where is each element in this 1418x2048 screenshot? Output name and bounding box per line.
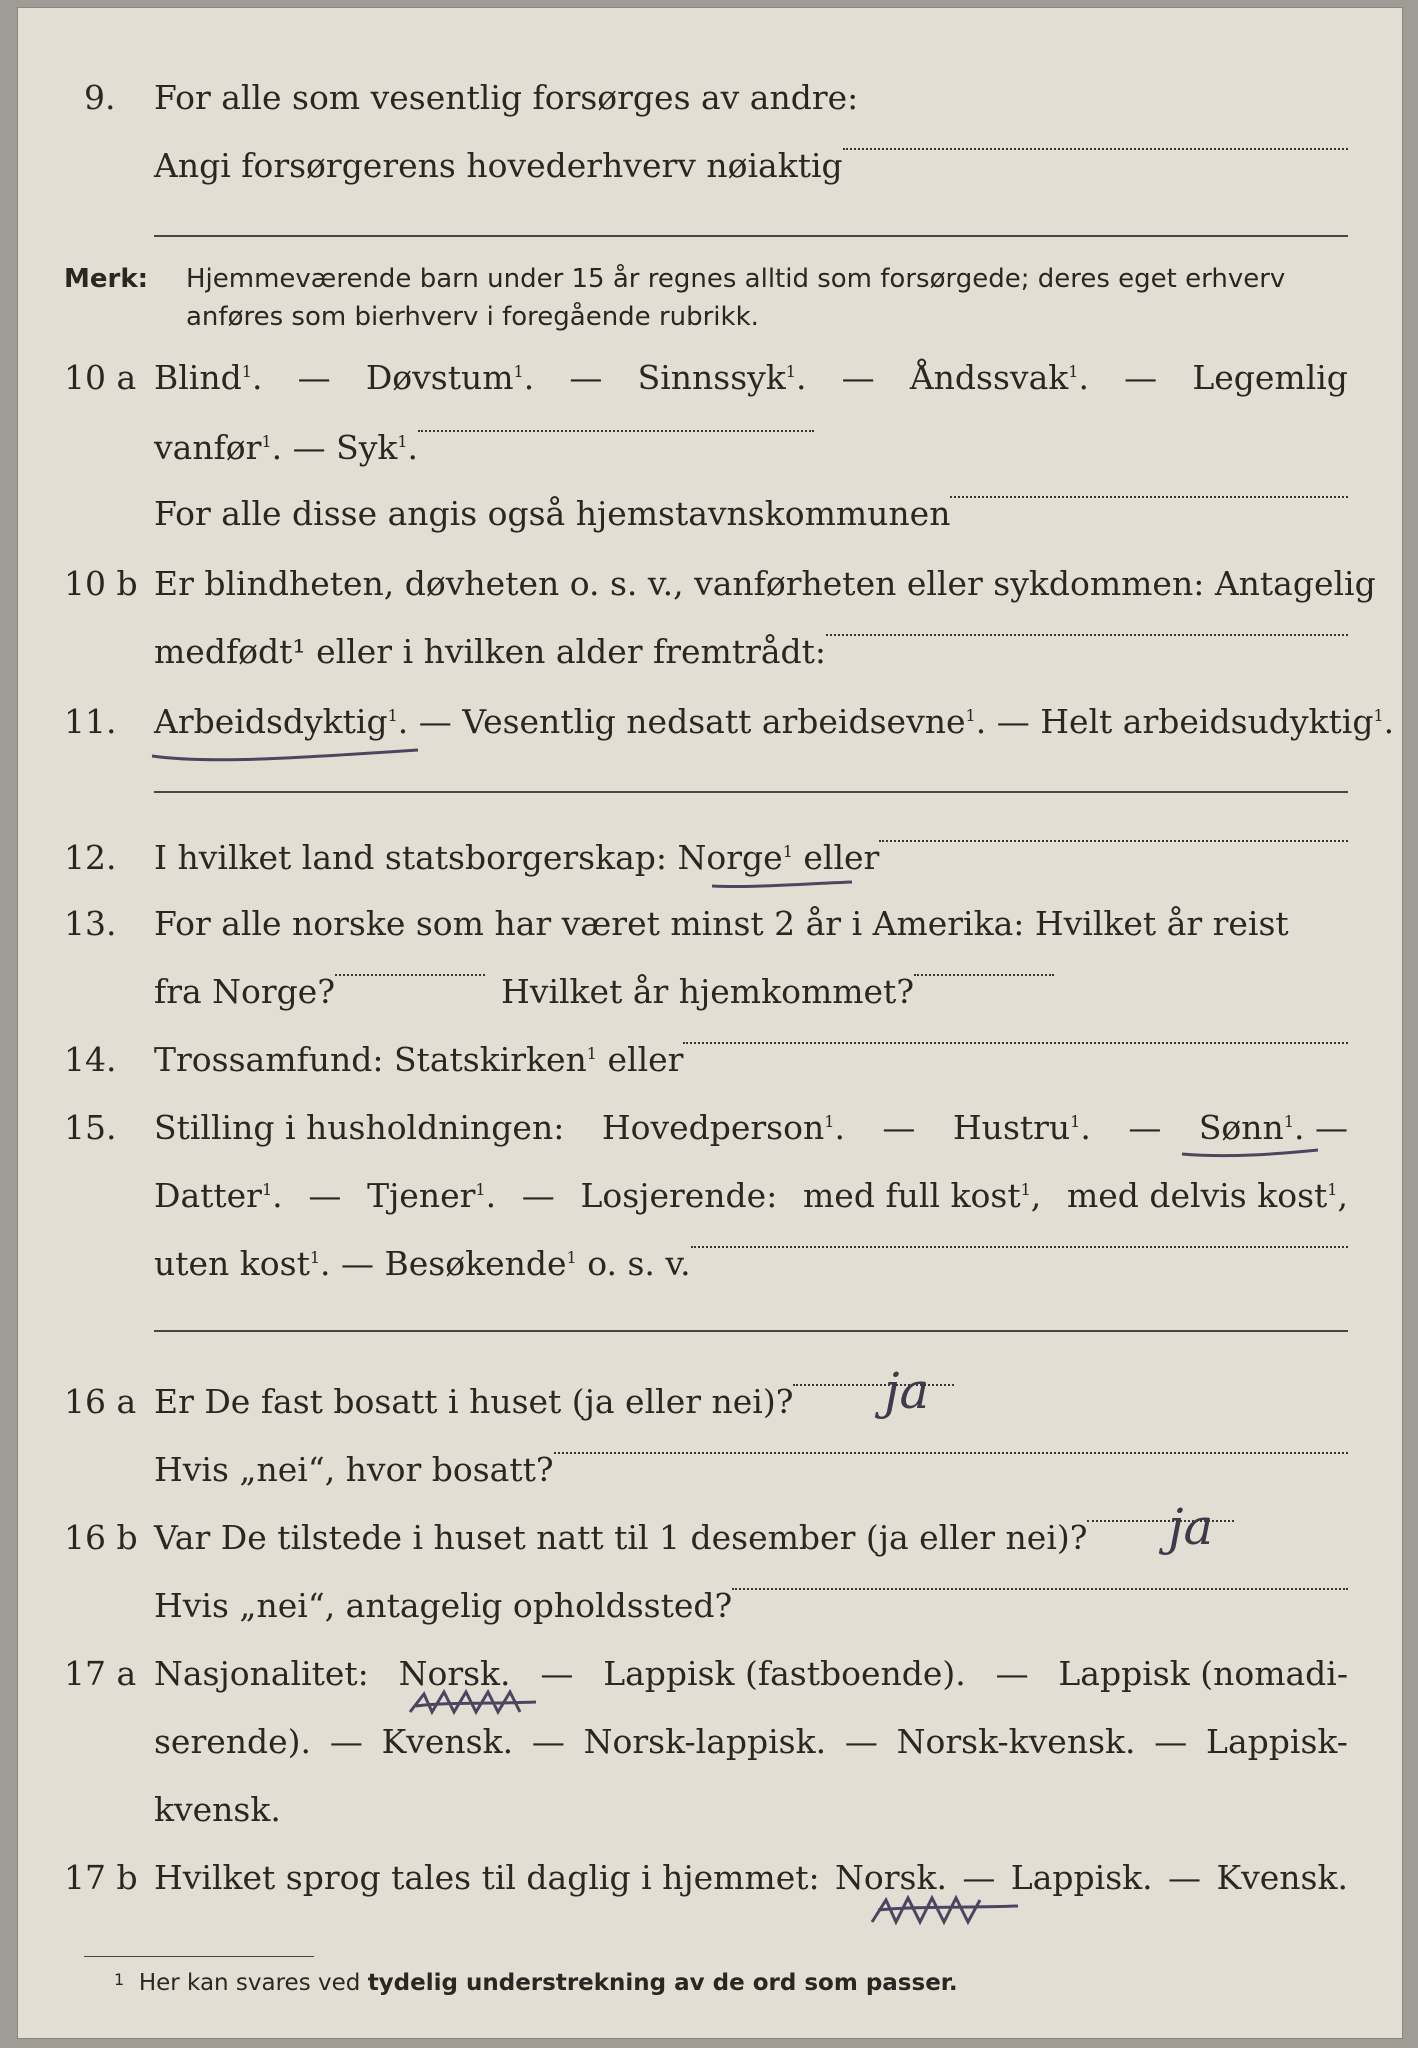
q15-hovedperson: Hovedperson$^1$. xyxy=(601,1108,845,1147)
q14-line xyxy=(154,1040,1348,1079)
q15-sonn: Sønn$^1$. — xyxy=(1198,1108,1348,1147)
q12-text: I hvilket land statsborgerskap: Norge$^1$ eller xyxy=(154,838,880,877)
q11-arbeidsdyktig: Arbeidsdyktig$^1$. xyxy=(154,702,409,741)
q15-fullkost: med full kost$^1$, xyxy=(803,1176,1042,1215)
q11-handwritten-underline xyxy=(148,738,428,768)
q10b-number: 10 b xyxy=(64,564,138,603)
q15-line3 xyxy=(154,1244,1348,1283)
q9-line2 xyxy=(154,146,1348,185)
q11-rule xyxy=(154,791,1348,793)
q17b-kvensk: Kvensk. xyxy=(1216,1858,1348,1897)
q17a-norsk-lappisk: Norsk-lappisk. xyxy=(583,1722,827,1761)
dash: — xyxy=(569,358,603,397)
q16a-handwritten-answer: ja xyxy=(884,1362,930,1420)
dash: — xyxy=(841,358,875,397)
q16a-nei-text: Hvis „nei“, hvor bosatt? xyxy=(154,1450,554,1489)
q10b-subtext: medfødt¹ eller i hvilken alder fremtrådt: xyxy=(154,632,827,671)
q15-hustru: Hustru$^1$. xyxy=(952,1108,1091,1147)
dash: — xyxy=(1124,358,1158,397)
q14-number: 14. xyxy=(64,1040,117,1079)
q9-answer-field[interactable] xyxy=(843,146,1348,150)
q10a-hjemstavn-field[interactable] xyxy=(950,494,1348,498)
q16a-line1 xyxy=(154,1382,954,1421)
q11-udyktig: Helt arbeidsudyktig$^1$. xyxy=(1040,702,1395,741)
q17a-norsk: Norsk. xyxy=(398,1654,511,1693)
dash: — xyxy=(297,358,331,397)
q16b-nei-text: Hvis „nei“, antagelig opholdssted? xyxy=(154,1586,733,1625)
q17b-norsk: Norsk. xyxy=(835,1858,947,1897)
q15-handwritten-underline xyxy=(1178,1140,1328,1166)
merk-label: Merk: xyxy=(64,264,149,294)
q11-text: Arbeidsdyktig$^1$. — Vesentlig nedsatt arbeidsevne$^1$. — Helt arbeidsudyktig$^1$. xyxy=(154,702,1395,741)
q15-rule xyxy=(154,1330,1348,1332)
footnote-bold: tydelig understrekning av de ord som passer. xyxy=(367,1970,958,1996)
q16a-line2 xyxy=(154,1450,1348,1489)
q12-handwritten-underline xyxy=(708,870,858,896)
q10b-answer-field[interactable] xyxy=(826,632,1348,636)
footnote-rule xyxy=(84,1956,314,1957)
q14-text: Trossamfund: Statskirken$^1$ eller xyxy=(154,1040,684,1079)
q17a-lappisk-kvensk: Lappisk- xyxy=(1206,1722,1348,1761)
q13-line2 xyxy=(154,972,1054,1011)
q10b-text: Er blindheten, døvheten o. s. v., vanførheten eller sykdommen: Antagelig xyxy=(154,564,1376,603)
q9-text: For alle som vesentlig forsørges av andre: xyxy=(154,78,859,117)
q16b-line1 xyxy=(154,1518,1234,1557)
q16a-nei-field[interactable] xyxy=(554,1450,1348,1454)
q17a-kvensk: Kvensk. xyxy=(381,1722,514,1761)
q10a-andssvak: Åndssvak$^1$. xyxy=(909,358,1089,397)
q15-utenkost: uten kost$^1$. — Besøkende$^1$ o. s. v. xyxy=(154,1244,691,1283)
q10a-answer-field[interactable] xyxy=(418,428,814,432)
merk-text2: anføres som bierhverv i foregående rubrikk. xyxy=(186,302,759,332)
merk-text1: Hjemmeværende barn under 15 år regnes alltid som forsørgede; deres eget erhverv xyxy=(186,264,1286,294)
q13-hjemkommet-field[interactable] xyxy=(914,972,1054,976)
q10a-dovstum: Døvstum$^1$. xyxy=(365,358,535,397)
q15-line2: Datter$^1$. — Tjener$^1$. — Losjerende: med full kost$^1$, med delvis kost$^1$, xyxy=(154,1176,1348,1215)
q16a-answer-field[interactable] xyxy=(793,1382,954,1386)
q16b-nei-field[interactable] xyxy=(732,1586,1348,1590)
q9-subtext: Angi forsørgerens hovederhverv nøiaktig xyxy=(154,146,843,185)
q9-rule xyxy=(154,235,1348,237)
q17a-norsk-kvensk: Norsk-kvensk. xyxy=(896,1722,1136,1761)
q10a-sinnssyk: Sinnssyk$^1$. xyxy=(637,358,807,397)
q15-label: Stilling i husholdningen: xyxy=(154,1108,565,1147)
q15-line1: Stilling i husholdningen: Hovedperson$^1$. — Hustru$^1$. — Sønn$^1$. — xyxy=(154,1108,1348,1147)
footnote-text: Her kan svares ved xyxy=(138,1970,361,1996)
q17b-text: Hvilket sprog tales til daglig i hjemmet: xyxy=(154,1858,820,1897)
q12-number: 12. xyxy=(64,838,117,877)
q10a-line3 xyxy=(154,494,1348,533)
q13-reist-text: fra Norge? xyxy=(154,972,336,1011)
q15-answer-field[interactable] xyxy=(691,1244,1348,1248)
q10a-number: 10 a xyxy=(64,358,137,397)
q17b-handwritten-mark xyxy=(868,1888,1028,1932)
q17a-line2: serende). — Kvensk. — Norsk-lappisk. — Norsk-kvensk. — Lappisk- xyxy=(154,1722,1348,1761)
q15-delviskost: med delvis kost$^1$, xyxy=(1066,1176,1348,1215)
q17a-lappisk-nomadi: Lappisk (nomadi- xyxy=(1058,1654,1348,1693)
q16b-handwritten-answer: ja xyxy=(1168,1498,1214,1556)
q17b-number: 17 b xyxy=(64,1858,138,1897)
q17b-lappisk: Lappisk. xyxy=(1010,1858,1153,1897)
q13-number: 13. xyxy=(64,904,117,943)
q10a-line2 xyxy=(154,428,814,467)
q17a-label: Nasjonalitet: xyxy=(154,1654,369,1693)
footnote xyxy=(114,1970,958,1996)
q16a-number: 16 a xyxy=(64,1382,137,1421)
q15-datter: Datter$^1$. xyxy=(154,1176,283,1215)
q17a-handwritten-mark xyxy=(406,1682,556,1726)
q16b-number: 16 b xyxy=(64,1518,138,1557)
q16b-text: Var De tilstede i huset natt til 1 desember (ja eller nei)? xyxy=(154,1518,1088,1557)
q11-nedsatt: Vesentlig nedsatt arbeidsevne$^1$. xyxy=(462,702,987,741)
q17a-line3: kvensk. xyxy=(154,1790,281,1829)
q10a-legemlig: Legemlig xyxy=(1192,358,1348,397)
q10b-line2 xyxy=(154,632,1348,671)
q17a-number: 17 a xyxy=(64,1654,137,1693)
q15-number: 15. xyxy=(64,1108,117,1147)
q16b-line2 xyxy=(154,1586,1348,1625)
q10a-hjemstavn-text: For alle disse angis også hjemstavnskommunen xyxy=(154,494,951,533)
q11-number: 11. xyxy=(64,702,117,741)
q13-hjemkommet-text: Hvilket år hjemkommet? xyxy=(501,972,915,1011)
q14-answer-field[interactable] xyxy=(683,1040,1348,1044)
q17a-lappisk-fast: Lappisk (fastboende). xyxy=(603,1654,966,1693)
q17a-serende: serende). xyxy=(154,1722,312,1761)
footnote-mark: 1 xyxy=(114,1970,125,1989)
q15-losjerende: Losjerende: xyxy=(580,1176,778,1215)
q12-answer-field[interactable] xyxy=(879,838,1348,842)
q13-reist-field[interactable] xyxy=(335,972,485,976)
q17a-line1: Nasjonalitet: Norsk. — Lappisk (fastboende). — Lappisk (nomadi- xyxy=(154,1654,1348,1693)
q15-tjener: Tjener$^1$. xyxy=(367,1176,497,1215)
q10a-vanfor: vanfør$^1$. — Syk$^1$. xyxy=(154,428,419,467)
q13-text: For alle norske som har været minst 2 år i Amerika: Hvilket år reist xyxy=(154,904,1289,943)
q9-number: 9. xyxy=(84,78,116,117)
q10a-blind: Blind$^1$. xyxy=(154,358,263,397)
q16a-text: Er De fast bosatt i huset (ja eller nei)? xyxy=(154,1382,794,1421)
q10a-line1 xyxy=(154,358,1348,397)
census-form-sheet xyxy=(18,8,1402,2038)
q17b-line: Hvilket sprog tales til daglig i hjemmet: Norsk. — Lappisk. — Kvensk. xyxy=(154,1858,1348,1897)
